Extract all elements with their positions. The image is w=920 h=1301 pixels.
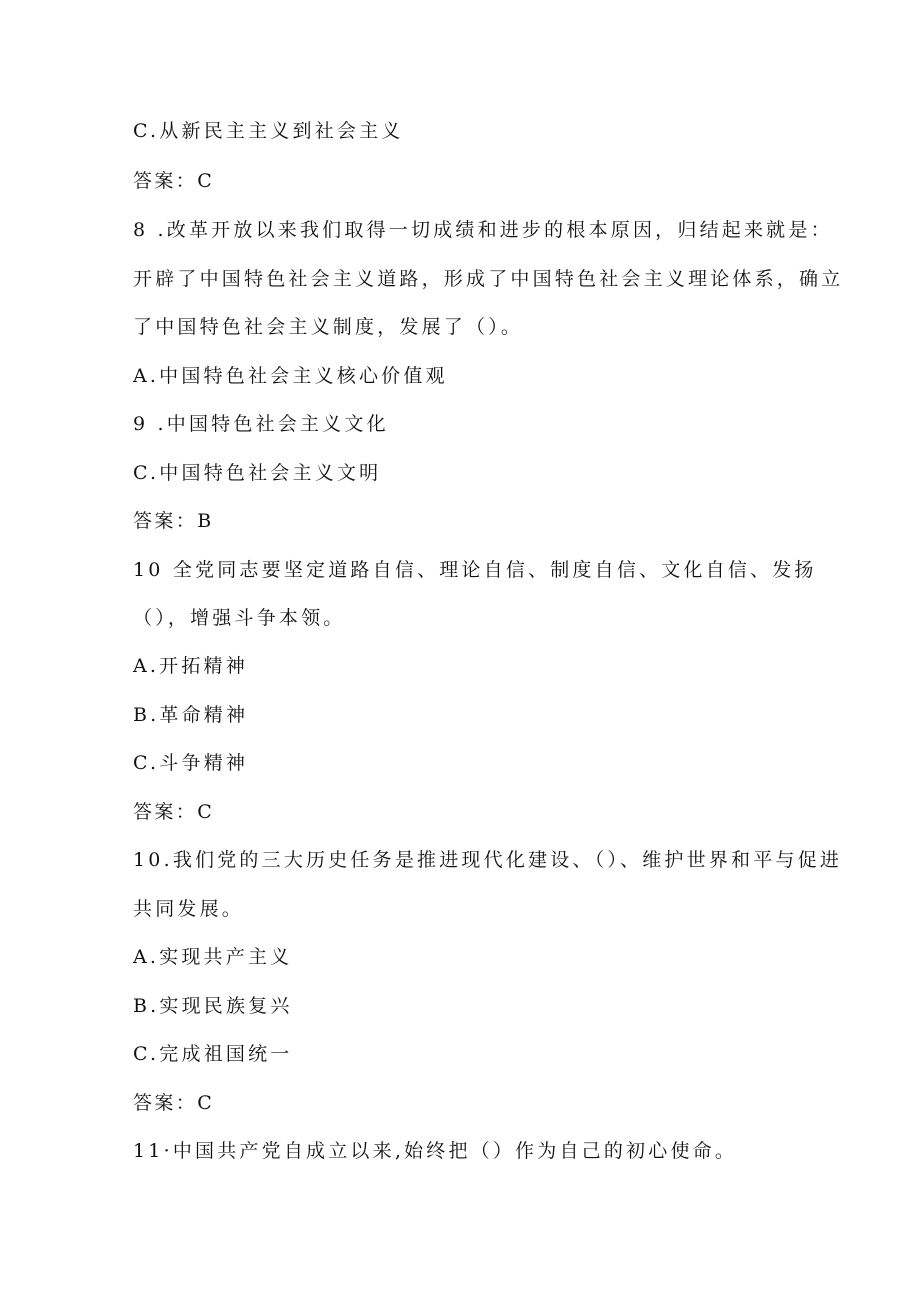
question-10b-line-1: 10.我们党的三大历史任务是推进现代化建设、（）、维护世界和平与促进 (133, 849, 843, 871)
option-c-q8: C.中国特色社会主义文明 (133, 462, 382, 484)
option-a-q10b: A.实现共产主义 (133, 946, 293, 968)
question-10-line-1: 10 全党同志要坚定道路自信、理论自信、制度自信、文化自信、发扬 (133, 559, 817, 581)
question-10-line-2: （），增强斗争本领。 (133, 607, 346, 629)
answer-q10: 答案：C (133, 801, 215, 823)
answer-q10b: 答案：C (133, 1092, 215, 1114)
question-11: 11·中国共产党自成立以来,始终把（）作为自己的初心使命。 (133, 1140, 738, 1162)
answer-q8: 答案：B (133, 510, 214, 532)
option-c-q10b: C.完成祖国统一 (133, 1043, 293, 1065)
question-8-line-3: 了中国特色社会主义制度，发展了（）。 (133, 316, 524, 338)
option-a-q8: A.中国特色社会主义核心价值观 (133, 365, 448, 387)
option-c-q10: C.斗争精神 (133, 752, 249, 774)
question-8-line-1: 8 .改革开放以来我们取得一切成绩和进步的根本原因，归结起来就是： (133, 219, 833, 241)
option-b-q10: B.革命精神 (133, 704, 249, 726)
option-c-q7: C.从新民主主义到社会主义 (133, 120, 404, 142)
question-8-line-2: 开辟了中国特色社会主义道路，形成了中国特色社会主义理论体系，确立 (133, 268, 844, 290)
option-b-q8: 9 .中国特色社会主义文化 (133, 413, 389, 435)
option-a-q10: A.开拓精神 (133, 655, 248, 677)
answer-q7: 答案：C (133, 170, 215, 192)
question-10b-line-2: 共同发展。 (133, 898, 245, 920)
option-b-q10b: B.实现民族复兴 (133, 995, 293, 1017)
